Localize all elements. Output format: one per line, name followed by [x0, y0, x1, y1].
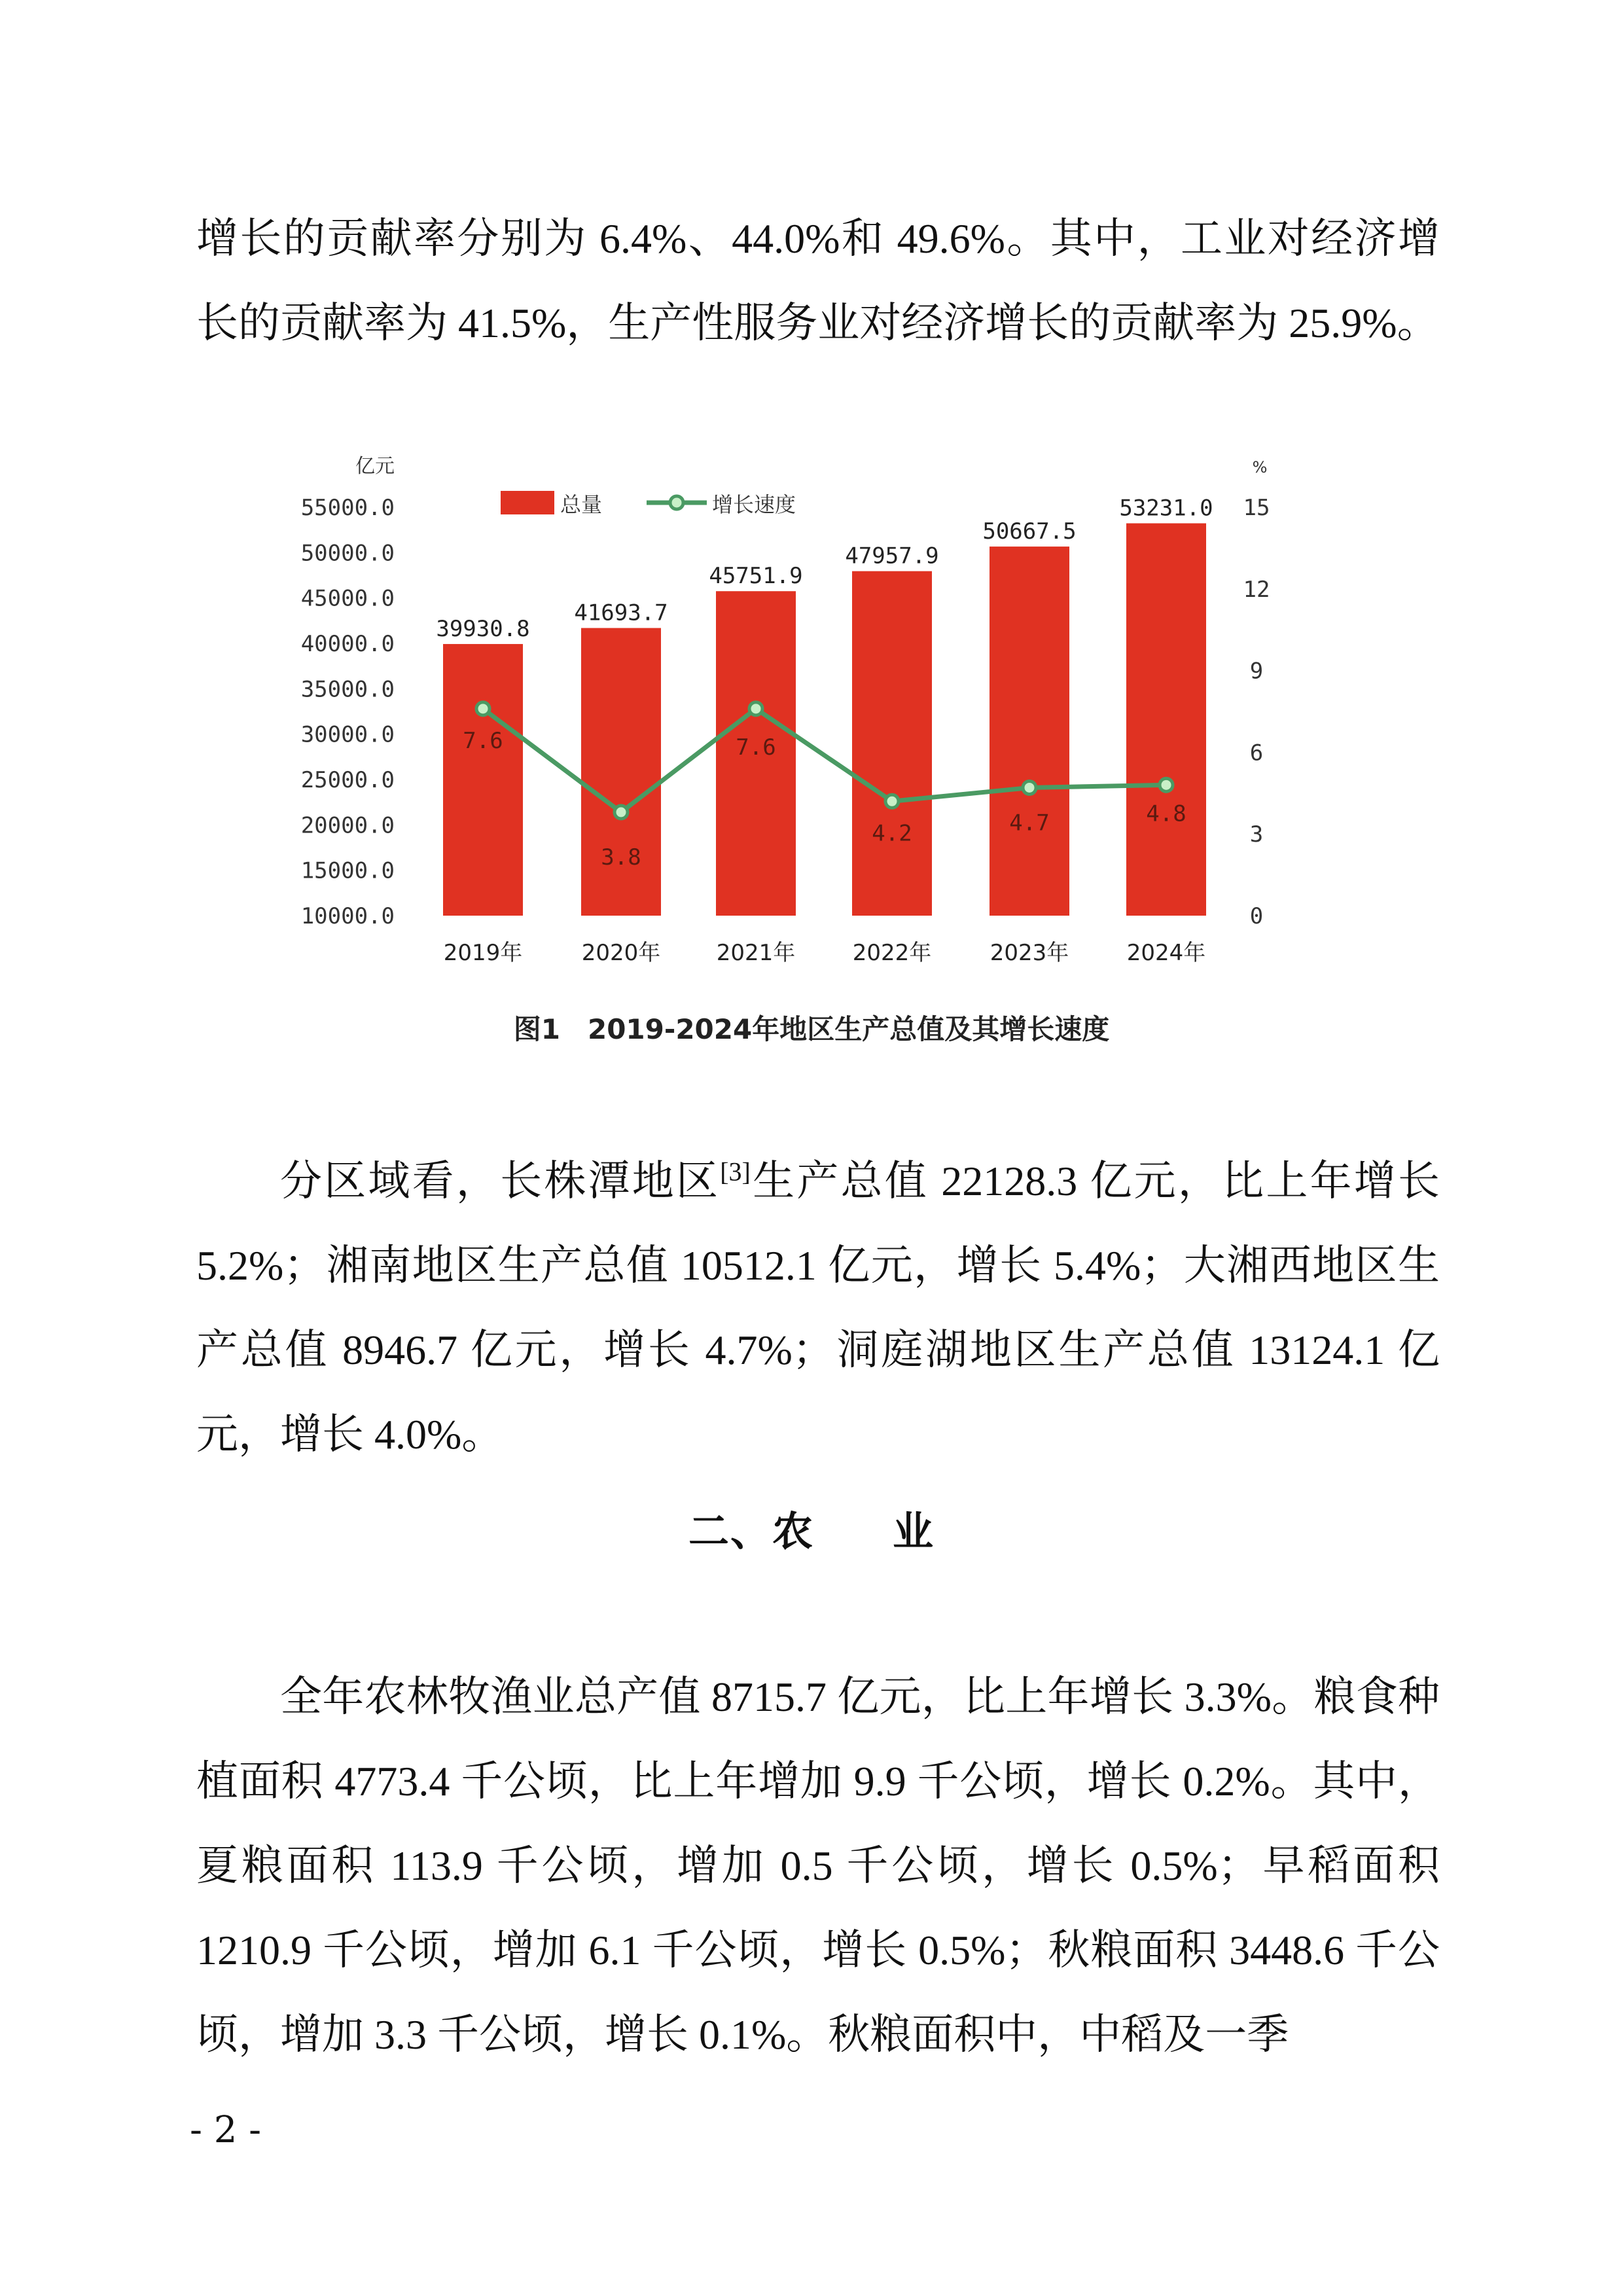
growth-value-label: 7.6: [463, 727, 503, 754]
bar-2019年: [443, 644, 523, 916]
growth-marker: [1160, 778, 1173, 791]
bar-value-label: 47957.9: [845, 543, 939, 569]
y-tick-label: 30000.0: [300, 721, 395, 748]
bar-value-label: 50667.5: [982, 518, 1077, 545]
y-tick-label: 50000.0: [300, 540, 395, 567]
bar-value-label: 39930.8: [436, 615, 530, 642]
y-axis-unit-label: 亿元: [355, 455, 395, 478]
y2-tick-label: 12: [1243, 576, 1270, 603]
section-heading: [0, 1499, 1623, 1557]
y2-axis-unit-label: %: [1252, 458, 1268, 476]
x-tick-label: 2020年: [581, 940, 661, 966]
bar-value-label: 53231.0: [1119, 495, 1213, 522]
regions-text-a: 分区域看，长株潭地区: [280, 1158, 721, 1204]
y2-tick-label: 9: [1249, 658, 1264, 685]
gdp-chart: [275, 445, 1335, 1073]
bar-2024年: [1126, 524, 1206, 916]
growth-marker: [476, 702, 490, 715]
chart-caption: 图1 2019-2024年地区生产总值及其增长速度: [513, 1013, 1110, 1045]
growth-marker: [885, 795, 899, 808]
heading-part-2: 业: [893, 1507, 935, 1555]
paragraph-agriculture: 全年农林牧渔业总产值 8715.7 亿元，比上年增长 3.3%。粮食种植面积 4773.4 千公顷，比上年增加 9.9 千公顷，增长 0.2%。其中，夏粮面积 113.9 千公顷，增加 0.5 千公顷，增长 0.5%；早稻面积 1210.9 千公顷，增加 6.1 千公顷，增长 0.5%；秋粮面积 3448.6 千公顷，增加 3.3 千公顷，增长 0.1%。秋粮面积中，中稻及一季: [196, 1674, 1440, 2058]
legend-bar-label: 总量: [560, 492, 603, 517]
legend-bar-swatch: [501, 491, 554, 514]
x-tick-label: 2022年: [852, 940, 932, 966]
x-tick-label: 2024年: [1126, 940, 1206, 966]
y-tick-label: 35000.0: [300, 676, 395, 703]
growth-value-label: 7.6: [736, 734, 776, 761]
growth-value-label: 3.8: [601, 844, 641, 870]
y-tick-label: 20000.0: [300, 812, 395, 839]
heading-part-1: 二、农: [688, 1507, 814, 1555]
x-tick-label: 2023年: [990, 940, 1069, 966]
bar-2020年: [581, 628, 661, 916]
growth-value-label: 4.8: [1146, 800, 1186, 827]
page-number: - 2 -: [190, 2109, 262, 2151]
y2-tick-label: 15: [1243, 495, 1270, 521]
y2-tick-label: 6: [1249, 740, 1264, 766]
growth-marker: [749, 702, 762, 715]
bar-2022年: [852, 571, 932, 916]
legend-line-label: 增长速度: [712, 492, 796, 517]
x-tick-label: 2021年: [716, 940, 796, 966]
paragraph-regions: [196, 1139, 1440, 1477]
regions-text-b: 生产总值 22128.3 亿元，比上年增长 5.2%；湘南地区生产总值 10512.1 亿元，增长 5.4%；大湘西地区生产总值 8946.7 亿元，增长 4.7%；洞庭湖地区生产总值 13124.1 亿元，增长 4.0%。: [196, 1158, 1440, 1458]
growth-marker: [615, 806, 628, 819]
y2-tick-label: 0: [1249, 903, 1264, 929]
growth-marker: [1023, 781, 1036, 794]
bar-2023年: [990, 547, 1069, 916]
y2-tick-label: 3: [1249, 821, 1264, 848]
footnote-marker[interactable]: [3]: [720, 1157, 751, 1187]
growth-value-label: 4.2: [872, 820, 912, 847]
y-tick-label: 15000.0: [300, 857, 395, 884]
y-tick-label: 55000.0: [300, 495, 395, 521]
legend-marker-icon: [670, 496, 683, 509]
x-tick-label: 2019年: [443, 940, 523, 966]
growth-value-label: 4.7: [1009, 810, 1050, 836]
bar-value-label: 45751.9: [709, 563, 803, 590]
y-tick-label: 25000.0: [300, 767, 395, 793]
y-tick-label: 10000.0: [300, 903, 395, 929]
paragraph-contribution: 增长的贡献率分别为 6.4%、44.0%和 49.6%。其中，工业对经济增长的贡献率为 41.5%，生产性服务业对经济增长的贡献率为 25.9%。: [196, 215, 1440, 346]
bar-value-label: 41693.7: [574, 600, 668, 626]
y-tick-label: 45000.0: [300, 585, 395, 612]
y-tick-label: 40000.0: [300, 631, 395, 657]
chart-canvas: [275, 445, 1335, 1008]
